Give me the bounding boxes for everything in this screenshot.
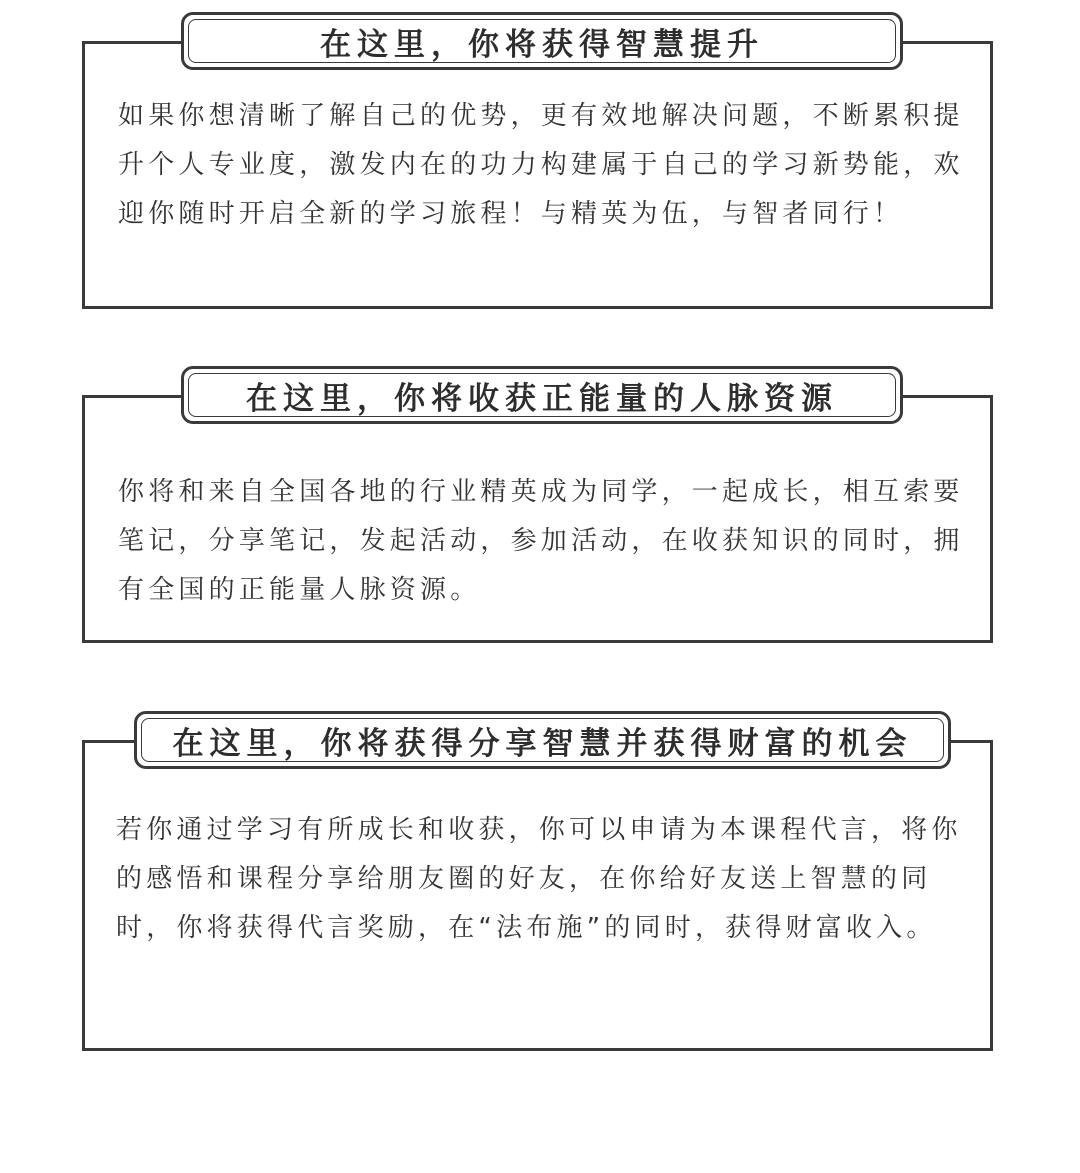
section-title-tab: [181, 366, 903, 424]
section-share-wealth: [82, 725, 993, 1051]
section-title: 在这里，你将收获正能量的人脉资源: [188, 373, 896, 417]
section-body-text: 若你通过学习有所成长和收获，你可以申请为本课程代言，将你的感悟和课程分享给朋友圈的好友，在你给好友送上智慧的同时，你将获得代言奖励，在“法布施”的同时，获得财富收入。: [116, 815, 962, 943]
section-title-tab: [181, 12, 903, 70]
section-body-text: 如果你想清晰了解自己的优势，更有效地解决问题，不断累积提升个人专业度，激发内在的功力构建属于自己的学习新势能，欢迎你随时开启全新的学习旅程！与精英为伍，与智者同行！: [118, 101, 964, 229]
section-network-resources: [82, 380, 993, 643]
section-title: 在这里，你将获得智慧提升: [188, 19, 896, 63]
section-body-text: 你将和来自全国各地的行业精英成为同学，一起成长，相互索要笔记，分享笔记，发起活动，参加活动，在收获知识的同时，拥有全国的正能量人脉资源。: [118, 477, 964, 605]
section-wisdom-improvement: [82, 26, 993, 309]
section-title-tab: [134, 711, 951, 769]
section-title: 在这里，你将获得分享智慧并获得财富的机会: [141, 718, 944, 762]
